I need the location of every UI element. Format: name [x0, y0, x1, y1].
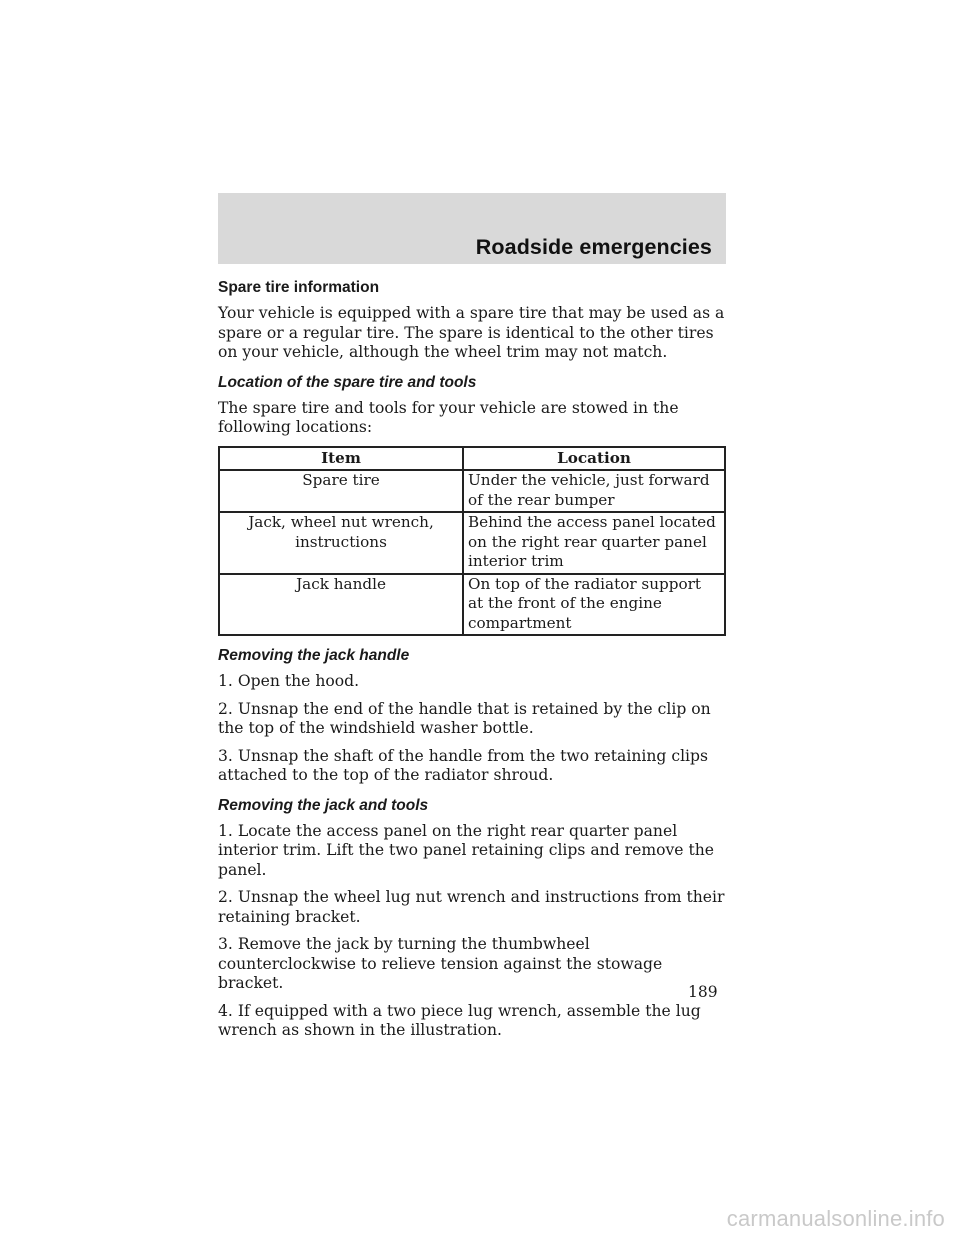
- heading-removing-jack-tools: Removing the jack and tools: [218, 796, 429, 814]
- step-tools-2: 2. Unsnap the wheel lug nut wrench and instructions from their retaining bracket.: [218, 888, 725, 926]
- table-cell-item: Jack handle: [219, 574, 463, 636]
- page-content: [218, 270, 726, 1049]
- location-table: [218, 446, 726, 637]
- table-cell-item: Spare tire: [219, 470, 463, 512]
- column-header-item: Item: [219, 447, 463, 471]
- step-tools-4: 4. If equipped with a two piece lug wrench, assemble the lug wrench as shown in the illustration.: [218, 1001, 701, 1039]
- section-header-band: [218, 193, 726, 264]
- table-row: [219, 470, 725, 512]
- section-title: Roadside emergencies: [475, 235, 712, 259]
- watermark: carmanualsonline.info: [726, 1206, 945, 1231]
- page-number: 189: [688, 983, 718, 1001]
- table-cell-item: Jack, wheel nut wrench, instructions: [219, 512, 463, 574]
- heading-spare-tire: Spare tire information: [218, 279, 380, 296]
- column-header-location: Location: [463, 447, 725, 471]
- table-row: [219, 574, 725, 636]
- table-cell-location: Under the vehicle, just forward of the rear bumper: [463, 470, 725, 512]
- table-cell-location: Behind the access panel located on the right rear quarter panel interior trim: [463, 512, 725, 574]
- paragraph-spare-tire: Your vehicle is equipped with a spare tire that may be used as a spare or a regular tire. The spare is identical to the other tires on your vehicle, although the wheel trim may not match.: [218, 304, 725, 361]
- heading-removing-jack-handle: Removing the jack handle: [218, 647, 410, 664]
- table-row: [219, 512, 725, 574]
- paragraph-location: The spare tire and tools for your vehicle are stowed in the following locations:: [218, 398, 679, 436]
- step-tools-1: 1. Locate the access panel on the right rear quarter panel interior trim. Lift the two panel retaining clips and remove the panel.: [218, 821, 715, 879]
- step-tools-3: 3. Remove the jack by turning the thumbwheel counterclockwise to relieve tension against the stowage bracket.: [218, 935, 663, 992]
- heading-location: Location of the spare tire and tools: [218, 373, 477, 391]
- step-handle-2: 2. Unsnap the end of the handle that is retained by the clip on the top of the windshield washer bottle.: [218, 699, 711, 737]
- step-handle-1: 1. Open the hood.: [218, 672, 360, 690]
- step-handle-3: 3. Unsnap the shaft of the handle from the two retaining clips attached to the top of the radiator shroud.: [218, 746, 709, 784]
- table-header-row: [219, 447, 725, 471]
- table-cell-location: On top of the radiator support at the front of the engine compartment: [463, 574, 725, 636]
